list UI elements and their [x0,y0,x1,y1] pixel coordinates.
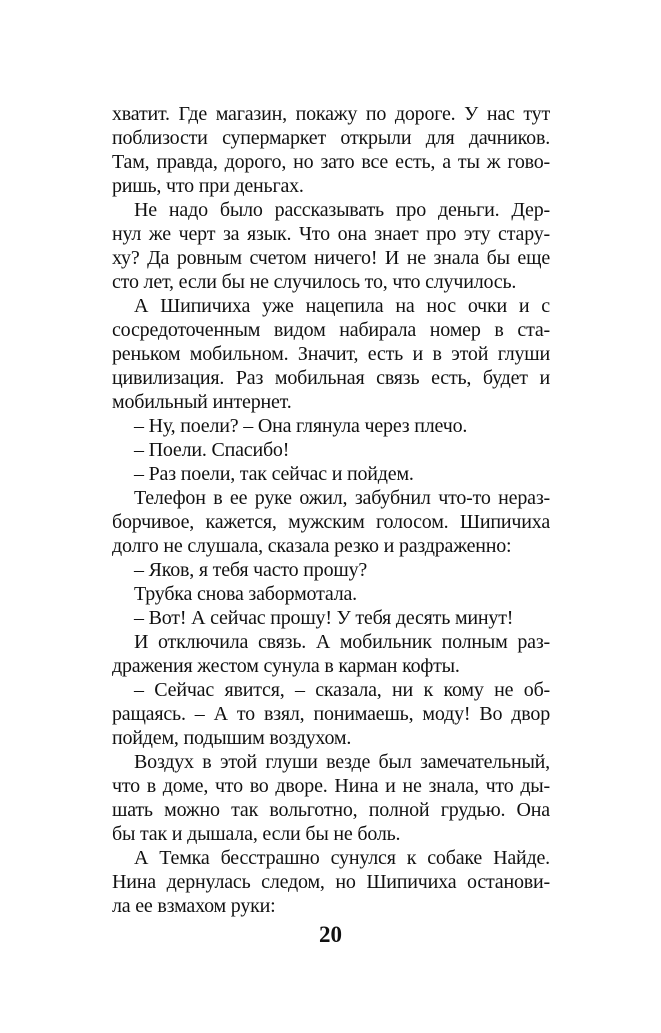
text-line: сто лет, если бы не случилось то, что случилось. [112,271,517,293]
text-line: Телефон в ее руке ожил, забубнил что-то нераз- [134,487,550,509]
text-line: ла ее взмахом руки: [112,895,276,917]
text-line: цивилизация. Раз мобильная связь есть, будет и [112,367,550,389]
text-line: – Раз поели, так сейчас и пойдем. [134,463,414,485]
text-line: дражения жестом сунула в карман кофты. [112,655,460,677]
text-line: А Шипичиха уже нацепила на нос очки и с [134,295,550,317]
text-line: Там, правда, дорого, но зато все есть, а ты ж гово- [112,151,550,173]
text-line: поблизости супермаркет открыли для дачников. [112,127,550,149]
text-line: Не надо было рассказывать про деньги. Дер- [134,199,550,221]
text-line: мобильный интернет. [112,391,292,413]
text-line: реньком мобильном. Значит, есть и в этой глуши [112,343,550,365]
text-line: сосредоточенным видом набирала номер в ста- [112,319,550,341]
text-line: Трубка снова забормотала. [134,583,357,605]
text-line: Нина дернулась следом, но Шипичиха останови- [112,871,550,893]
text-line: ху? Да ровным счетом ничего! И не знала бы еще [112,247,550,269]
text-line: что в доме, что во дворе. Нина и не знала, что ды- [112,775,550,797]
text-line: – Сейчас явится, – сказала, ни к кому не об- [134,679,550,701]
text-line: борчивое, кажется, мужским голосом. Шипичиха [112,511,550,533]
body-text [112,102,550,918]
text-line: – Поели. Спасибо! [134,439,290,461]
page-number: 20 [319,922,342,947]
text-line: – Ну, поели? – Она глянула через плечо. [134,415,468,437]
text-line: нул же черт за язык. Что она знает про эту стару- [112,223,550,245]
text-line: А Темка бесстрашно сунулся к собаке Найде. [134,847,550,869]
text-line: И отключила связь. А мобильник полным раз- [134,631,550,653]
text-line: долго не слушала, сказала резко и раздраженно: [112,535,512,557]
text-line: Воздух в этой глуши везде был замечательный, [134,751,550,773]
text-line: пойдем, подышим воздухом. [112,727,352,749]
text-line: – Яков, я тебя часто прошу? [134,559,368,581]
text-line: бы так и дышала, если бы не боль. [112,823,401,845]
text-line: ращаясь. – А то взял, понимаешь, моду! Во двор [112,703,550,725]
text-line: шать можно так вольготно, полной грудью. Она [112,799,550,821]
text-line: – Вот! А сейчас прошу! У тебя десять минут! [134,607,514,629]
text-line: хватит. Где магазин, покажу по дороге. У нас тут [112,103,550,125]
text-line: ришь, что при деньгах. [112,175,304,197]
